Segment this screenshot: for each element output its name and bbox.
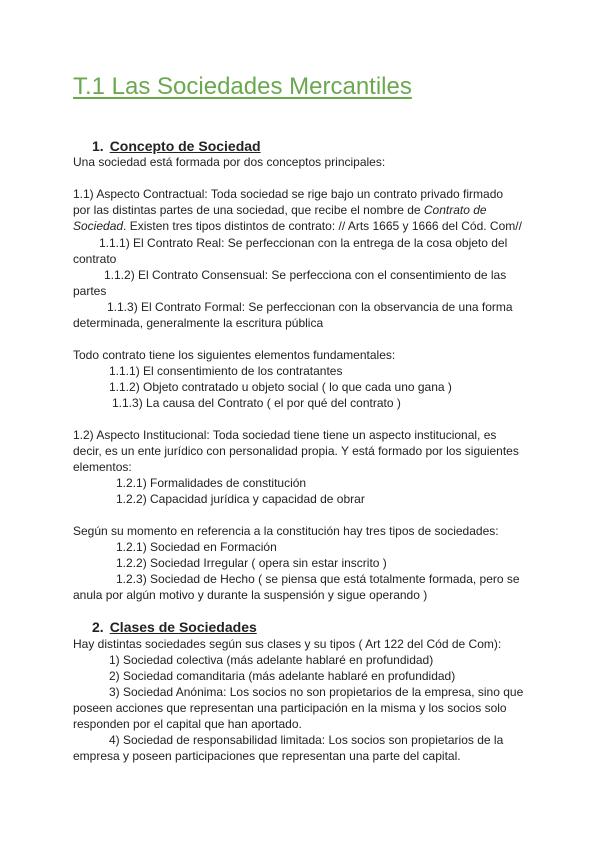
text-line: 3) Sociedad Anónima: Los socios no son propietarios de la empresa, sino que [109, 685, 524, 699]
text-line: Todo contrato tiene los siguientes elementos fundamentales: [73, 348, 396, 362]
text-line: anula por algún motivo y durante la suspensión y sigue operando ) [73, 588, 428, 602]
text-line: 1.1.3) El Contrato Formal: Se perfeccionan con la observancia de una forma [107, 300, 513, 314]
text-span: . Existen tres tipos distintos de contrato: // Arts 1665 y 1666 del Cód. Com// [123, 219, 522, 233]
text-line: decir, es un ente jurídico con personalidad propia. Y está formado por los siguientes [73, 444, 519, 458]
text-line: empresa y poseen participaciones que representan una parte del capital. [73, 749, 461, 763]
section-heading-text: Concepto de Sociedad [109, 138, 261, 154]
text-line: 2) Sociedad comanditaria (más adelante hablaré en profundidad) [109, 669, 456, 683]
section-heading-clases [92, 619, 257, 635]
text-line: partes [73, 284, 107, 298]
italic-term: Contrato de [423, 203, 487, 217]
text-line: 1.2) Aspecto Institucional: Toda sociedad tiene tiene un aspecto institucional, es [73, 428, 497, 442]
text-line: 1.2.3) Sociedad de Hecho ( se piensa que está totalmente formada, pero se [116, 572, 520, 586]
section-number: 1. [92, 138, 104, 154]
text-line [73, 202, 487, 218]
text-line: 1.1.3) La causa del Contrato ( el por qué del contrato ) [112, 396, 401, 410]
text-line [73, 218, 522, 234]
text-line: 4) Sociedad de responsabilidad limitada: Los socios son propietarios de la [109, 733, 504, 747]
text-line: 1.1.1) El consentimiento de los contratantes [109, 364, 343, 378]
text-line: 1.1.2) Objeto contratado u objeto social ( lo que cada uno gana ) [109, 380, 452, 394]
text-line: 1.2.2) Sociedad Irregular ( opera sin estar inscrito ) [116, 556, 387, 570]
text-line: Hay distintas sociedades según sus clases y su tipos ( Art 122 del Cód de Com): [73, 637, 502, 651]
document-title: T.1 Las Sociedades Mercantiles [73, 73, 412, 100]
text-line: Según su momento en referencia a la constitución hay tres tipos de sociedades: [73, 524, 499, 538]
section-heading-concepto [92, 138, 261, 154]
text-line: contrato [73, 252, 117, 266]
text-line: elementos: [73, 460, 132, 474]
text-line: 1.1) Aspecto Contractual: Toda sociedad se rige bajo un contrato privado firmado [73, 187, 504, 201]
section-number: 2. [92, 619, 104, 635]
text-line: poseen acciones que representan una participación en la misma y los socios solo [73, 701, 507, 715]
text-line: 1.2.1) Formalidades de constitución [116, 476, 307, 490]
text-span: por las distintas partes de una sociedad, que recibe el nombre de [73, 203, 424, 217]
text-line: Una sociedad está formada por dos conceptos principales: [73, 155, 386, 169]
section-heading-text: Clases de Sociedades [109, 619, 257, 635]
text-line: 1.2.2) Capacidad jurídica y capacidad de obrar [116, 492, 365, 506]
text-line: responden por el capital que han aportado. [73, 717, 302, 731]
text-line: 1) Sociedad colectiva (más adelante hablaré en profundidad) [109, 653, 434, 667]
text-line: 1.1.2) El Contrato Consensual: Se perfecciona con el consentimiento de las [104, 268, 507, 282]
italic-term: Sociedad [73, 219, 124, 233]
text-line: 1.1.1) El Contrato Real: Se perfeccionan con la entrega de la cosa objeto del [99, 236, 508, 250]
text-line: determinada, generalmente la escritura pública [73, 316, 324, 330]
text-line: 1.2.1) Sociedad en Formación [116, 540, 277, 554]
